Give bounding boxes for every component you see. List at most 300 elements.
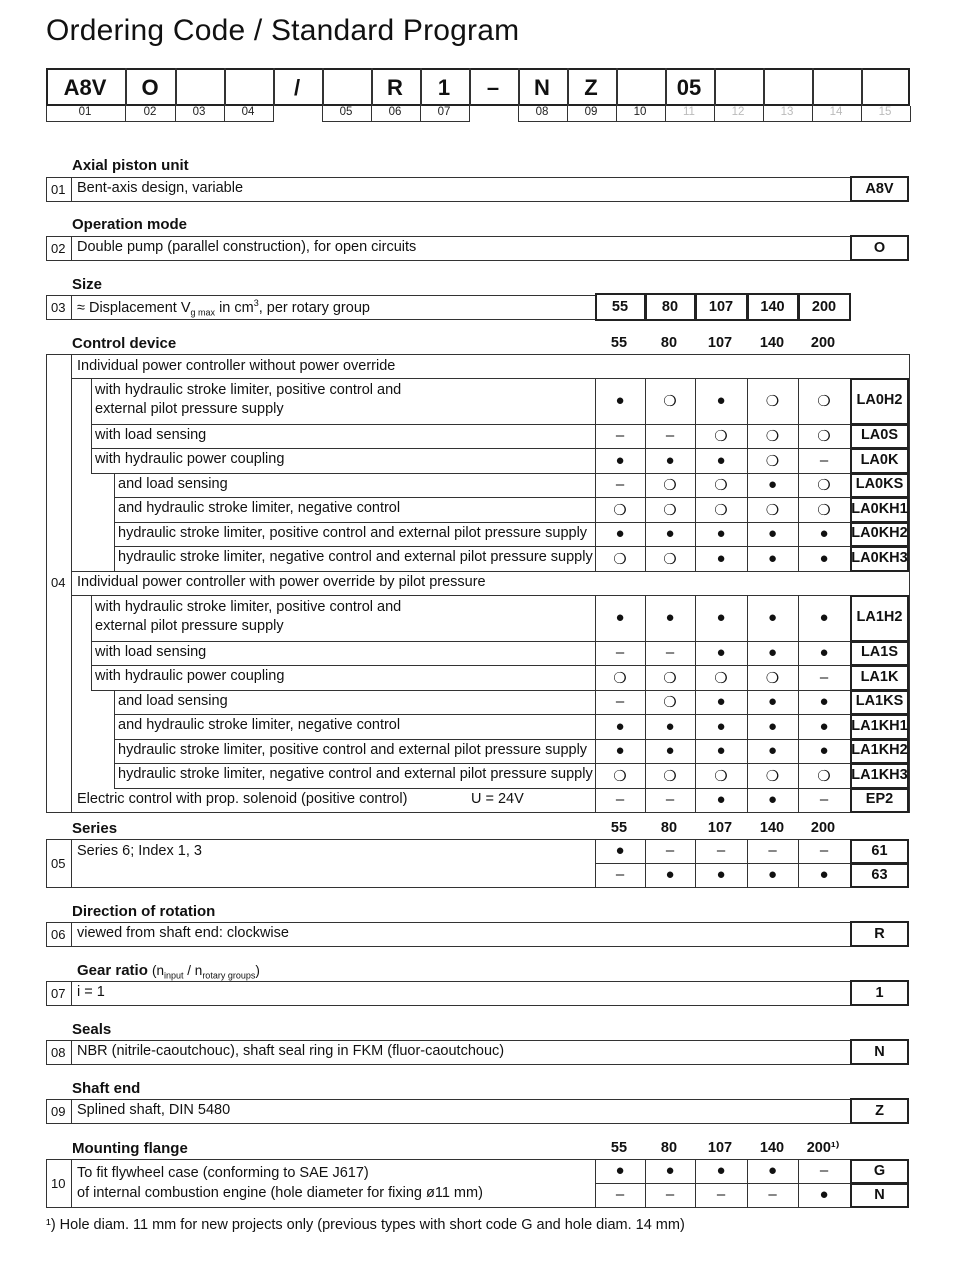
gear-ratio-title: Gear ratio (77, 962, 148, 979)
shaft-end-title: Shaft end (72, 1080, 141, 1097)
available-standard-icon: ● (716, 791, 726, 808)
control-option-label: Electric control with prop. solenoid (positive control) (77, 791, 408, 807)
number-row-divider (616, 106, 617, 122)
ordering-code-position-number: 06 (388, 106, 402, 118)
control-code: LA0KH1 (851, 500, 908, 517)
mounting-top (46, 1159, 596, 1160)
control-code: LA0KS (855, 476, 904, 492)
available-standard-icon: ● (716, 644, 726, 661)
not-available-dash: – (615, 693, 625, 710)
size-number: 03 (51, 300, 66, 315)
control-option-label: hydraulic stroke limiter, positive control and external pilot pressure supply (118, 742, 588, 758)
control-left (46, 354, 47, 812)
available-standard-icon: ● (767, 1162, 778, 1179)
available-standard-icon: ● (767, 609, 778, 626)
indent-line (91, 641, 92, 665)
ordering-code-cell (763, 70, 811, 106)
number-row-divider (125, 106, 126, 122)
available-standard-icon: ● (665, 609, 675, 626)
available-on-request-icon: ❍ (613, 501, 627, 519)
not-available-dash: – (819, 1162, 829, 1179)
available-standard-icon: ● (665, 1162, 675, 1179)
ordering-code-position-number: 13 (780, 106, 794, 118)
control-option-label: and hydraulic stroke limiter, negative control (118, 500, 401, 516)
size-title: Size (72, 276, 103, 293)
control-code: EP2 (865, 791, 894, 807)
gear-ratio-code: 1 (875, 985, 884, 1001)
not-available-dash: – (819, 842, 829, 859)
control-option-label: with load sensing (95, 427, 207, 443)
ordering-code-cell: 1 (437, 75, 451, 100)
ordering-code-cell (175, 70, 223, 106)
size-value: 80 (661, 299, 679, 315)
row-underline (114, 788, 595, 789)
gear-ratio-row-bottom (46, 1005, 850, 1006)
ordering-code-position-number: 01 (78, 106, 92, 118)
row-underline (91, 448, 595, 449)
direction-of-rotation-row-bottom (46, 946, 850, 947)
gear-ratio-left (46, 981, 47, 1006)
available-on-request-icon: ❍ (613, 767, 627, 785)
ordering-code-position-number: 14 (829, 106, 843, 118)
mounting-left (46, 1159, 47, 1208)
ordering-code-position-number: 03 (192, 106, 206, 118)
available-on-request-icon: ❍ (714, 501, 728, 519)
available-on-request-icon: ❍ (817, 428, 831, 445)
available-standard-icon: ● (767, 717, 778, 735)
available-standard-icon: ● (716, 866, 726, 883)
size-header: 80 (660, 1140, 678, 1156)
not-available-dash: – (716, 1186, 726, 1203)
size-header: 80 (660, 820, 678, 836)
available-on-request-icon: ❍ (765, 669, 780, 687)
axial-piston-unit-title: Axial piston unit (72, 157, 189, 174)
available-standard-icon: ● (716, 451, 726, 469)
row-underline (114, 763, 595, 764)
row-underline (91, 641, 595, 642)
size-header: 107 (707, 1140, 733, 1156)
subscript: rotary groups (202, 970, 256, 981)
not-available-dash: – (768, 842, 777, 859)
seals-description: NBR (nitrile-caoutchouc), shaft seal ring in FKM (fluor-caoutchouc) (77, 1043, 505, 1059)
row-underline (91, 665, 595, 666)
ordering-code-position-number: 05 (339, 106, 353, 118)
size-row-top (46, 295, 596, 296)
available-on-request-icon: ❍ (714, 669, 728, 687)
number-row-divider (518, 106, 519, 122)
available-on-request-icon: ❍ (714, 767, 728, 785)
mounting-code: G (873, 1163, 886, 1179)
number-row-divider (273, 106, 274, 122)
series-code: 61 (871, 843, 888, 859)
control-group-title: Individual power controller with power override by pilot pressure (77, 574, 486, 590)
page-title: Ordering Code / Standard Program (46, 14, 520, 47)
seals-number: 08 (51, 1045, 66, 1060)
available-on-request-icon: ❍ (663, 767, 677, 785)
available-standard-icon: ● (767, 644, 778, 661)
indent-line (91, 448, 92, 473)
direction-of-rotation-num-divider (71, 922, 72, 947)
axial-piston-unit-row-top (46, 177, 850, 178)
operation-mode-description: Double pump (parallel construction), for open circuits (77, 239, 417, 255)
ordering-code-cell: A8V (63, 75, 107, 100)
operation-mode-code: O (873, 240, 886, 256)
series-number: 05 (51, 856, 66, 871)
ordering-code-divider (861, 68, 863, 106)
available-standard-icon: ● (615, 742, 625, 759)
available-on-request-icon: ❍ (714, 428, 728, 445)
available-on-request-icon: ❍ (817, 477, 831, 494)
voltage-label: U = 24V (471, 791, 524, 807)
indent-line (114, 714, 115, 739)
operation-mode-num-divider (71, 236, 72, 261)
control-option-label: with load sensing (95, 644, 207, 660)
control-code: LA0KH3 (851, 549, 908, 566)
indent-line (91, 595, 92, 641)
control-option-label: with hydraulic stroke limiter, positive control and (95, 599, 402, 615)
available-standard-icon: ● (665, 525, 675, 542)
seals-code: N (874, 1044, 885, 1060)
mounting-description: To fit flywheel case (conforming to SAE J617) (77, 1165, 369, 1181)
available-on-request-icon: ❍ (663, 393, 677, 410)
ordering-code-position-number: 08 (535, 106, 549, 118)
indent-line (114, 473, 115, 497)
ordering-code-cell: N (534, 75, 550, 100)
gear-ratio-description: i = 1 (77, 984, 105, 1000)
direction-of-rotation-code: R (874, 926, 885, 942)
axial-piston-unit-description: Bent-axis design, variable (77, 180, 244, 196)
control-code: LA0H2 (856, 392, 903, 408)
control-code: LA1KH2 (851, 742, 908, 758)
gear-ratio-formula: $(n_{input} / n_{rotary groups})$ (152, 963, 260, 981)
indent-line (91, 378, 92, 424)
size-description: ≈ Displacement $V_{g max}$ in $cm^3$, per rotary group (77, 298, 370, 318)
size-value: 55 (611, 299, 629, 315)
number-row-divider (567, 106, 568, 122)
axial-piston-unit-number: 01 (51, 182, 66, 197)
ordering-code-cell: Z (584, 75, 598, 100)
available-on-request-icon: ❍ (613, 669, 627, 687)
number-row-divider (763, 106, 764, 122)
operation-mode-number: 02 (51, 241, 66, 256)
available-standard-icon: ● (767, 791, 778, 808)
ordering-code-cell (812, 70, 860, 106)
available-on-request-icon: ❍ (765, 767, 780, 785)
superscript: 3 (253, 298, 259, 308)
size-header: 55 (610, 1140, 628, 1156)
ordering-code-position-number: 07 (437, 106, 451, 118)
footnote: ¹) Hole diam. 11 mm for new projects only (previous types with short code G and hole diam. 14 mm) (46, 1217, 685, 1233)
seals-row-top (46, 1040, 850, 1041)
available-standard-icon: ● (665, 742, 675, 759)
available-standard-icon: ● (615, 1162, 625, 1179)
direction-of-rotation-title: Direction of rotation (72, 903, 216, 920)
not-available-dash: – (819, 668, 829, 686)
control-option-label: with hydraulic power coupling (95, 451, 285, 467)
axial-piston-unit-row-bottom (46, 201, 850, 202)
not-available-dash: – (665, 1186, 675, 1203)
number-row-divider (469, 106, 470, 122)
number-row-divider (665, 106, 666, 122)
ordering-code-position-number: 15 (878, 106, 892, 118)
available-standard-icon: ● (716, 742, 726, 759)
series-num-divider (71, 839, 72, 888)
available-on-request-icon: ❍ (663, 669, 677, 687)
direction-of-rotation-row-top (46, 922, 850, 923)
indent-line (114, 497, 115, 522)
indent-line (91, 665, 92, 690)
ordering-code-position-number: 09 (584, 106, 598, 118)
available-standard-icon: ● (819, 742, 829, 759)
number-row-divider (420, 106, 421, 122)
number-row-line (322, 121, 469, 122)
available-standard-icon: ● (819, 644, 829, 661)
size-header: 80 (660, 335, 678, 351)
control-code: LA1KH1 (851, 717, 908, 734)
number-row-divider (175, 106, 176, 122)
available-standard-icon: ● (819, 866, 829, 883)
direction-of-rotation-left (46, 922, 47, 947)
not-available-dash: – (768, 1186, 777, 1203)
available-standard-icon: ● (767, 549, 778, 567)
control-option-label: and load sensing (118, 476, 228, 492)
series-code: 63 (871, 867, 888, 883)
direction-of-rotation-number: 06 (51, 927, 66, 942)
indent-line (114, 690, 115, 714)
ordering-code-position-number: 12 (731, 106, 745, 118)
available-standard-icon: ● (665, 866, 675, 883)
gear-ratio-number: 07 (51, 986, 66, 1001)
control-option-label: with hydraulic stroke limiter, positive control and (95, 382, 402, 398)
seals-left (46, 1040, 47, 1065)
shaft-end-code: Z (875, 1103, 884, 1119)
number-row-line (46, 121, 274, 122)
available-standard-icon: ● (819, 693, 829, 710)
indent-line (114, 763, 115, 788)
available-standard-icon: ● (615, 717, 625, 735)
mounting-num-divider (71, 1159, 72, 1208)
size-header: 200 (810, 335, 836, 351)
available-on-request-icon: ❍ (817, 393, 831, 410)
size-value: 107 (708, 299, 734, 315)
control-top (46, 354, 909, 355)
subscript: input (164, 970, 184, 981)
available-on-request-icon: ❍ (663, 477, 677, 494)
ordering-code-position-number: 10 (633, 106, 647, 118)
row-underline (114, 571, 595, 572)
mounting-code: N (874, 1187, 885, 1203)
shaft-end-description: Splined shaft, DIN 5480 (77, 1102, 231, 1118)
mounting-bottom (46, 1207, 596, 1208)
size-row-bottom (46, 319, 596, 320)
available-on-request-icon: ❍ (613, 550, 627, 568)
shaft-end-num-divider (71, 1099, 72, 1124)
size-header: 140 (759, 1140, 785, 1156)
axial-piston-unit-num-divider (71, 177, 72, 202)
row-underline (91, 690, 595, 691)
control-code: LA1H2 (856, 609, 903, 625)
available-on-request-icon: ❍ (765, 393, 780, 410)
available-standard-icon: ● (716, 549, 726, 567)
seals-title: Seals (72, 1021, 112, 1038)
axial-piston-unit-left (46, 177, 47, 202)
row-underline (114, 546, 595, 547)
control-code: LA1KH3 (851, 766, 908, 783)
available-standard-icon: ● (716, 525, 726, 542)
row-underline (91, 473, 595, 474)
subscript: g max (190, 307, 216, 318)
control-option-label: and hydraulic stroke limiter, negative control (118, 717, 401, 733)
shaft-end-row-bottom (46, 1123, 850, 1124)
series-top (46, 839, 596, 840)
size-num-divider (71, 295, 72, 320)
ordering-code-cell (714, 70, 762, 106)
control-option-label: external pilot pressure supply (95, 401, 284, 417)
operation-mode-row-top (46, 236, 850, 237)
available-standard-icon: ● (819, 609, 829, 626)
ordering-code-cell: / (293, 75, 301, 100)
available-on-request-icon: ❍ (663, 550, 677, 568)
ordering-code-cell: O (141, 75, 159, 100)
control-code: LA0K (860, 451, 899, 468)
size-header: 107 (707, 335, 733, 351)
available-standard-icon: ● (716, 609, 726, 626)
direction-of-rotation-description: viewed from shaft end: clockwise (77, 925, 289, 941)
available-standard-icon: ● (615, 842, 625, 859)
available-standard-icon: ● (716, 392, 726, 409)
available-standard-icon: ● (767, 866, 778, 883)
size-value: 140 (760, 299, 785, 315)
size-header: 200¹⁾ (806, 1140, 840, 1156)
available-standard-icon: ● (665, 717, 675, 735)
available-standard-icon: ● (615, 451, 625, 469)
row-underline (73, 812, 595, 813)
not-available-dash: – (615, 476, 625, 493)
control-option-label: hydraulic stroke limiter, positive control and external pilot pressure supply (118, 525, 588, 541)
not-available-dash: – (819, 791, 829, 808)
row-underline (114, 522, 595, 523)
operation-mode-title: Operation mode (72, 216, 188, 233)
control-code: LA0S (860, 427, 899, 443)
axial-piston-unit-code: A8V (865, 181, 894, 197)
ordering-code-position-number: 11 (683, 106, 695, 118)
available-on-request-icon: ❍ (817, 501, 831, 519)
control-option-label: hydraulic stroke limiter, negative control and external pilot pressure supply (118, 549, 593, 565)
row-underline (91, 424, 595, 425)
indent-line (114, 522, 115, 546)
number-row-divider (322, 106, 323, 122)
seals-row-bottom (46, 1064, 850, 1065)
available-standard-icon: ● (767, 476, 778, 493)
control-code: LA1K (860, 668, 899, 685)
mounting-description: of internal combustion engine (hole diameter for fixing ø11 mm) (77, 1185, 483, 1201)
row-underline (114, 497, 595, 498)
available-standard-icon: ● (716, 1162, 726, 1179)
ordering-code-cell: R (387, 75, 403, 100)
number-row-divider (861, 106, 862, 122)
control-option-label: external pilot pressure supply (95, 618, 284, 634)
ordering-code-cell: – (486, 75, 500, 100)
available-standard-icon: ● (767, 742, 778, 759)
ordering-code-cell (224, 70, 272, 106)
ordering-code-cell: 05 (676, 75, 702, 100)
gear-ratio-num-divider (71, 981, 72, 1006)
control-code: LA1S (860, 644, 899, 660)
control-code: LA1KS (855, 693, 904, 709)
available-standard-icon: ● (615, 609, 625, 626)
not-available-dash: – (615, 866, 625, 883)
size-header: 107 (707, 820, 733, 836)
available-standard-icon: ● (615, 392, 625, 409)
available-standard-icon: ● (819, 1186, 829, 1203)
available-standard-icon: ● (615, 525, 625, 542)
row-underline (114, 739, 595, 740)
size-header: 140 (759, 335, 785, 351)
operation-mode-row-bottom (46, 260, 850, 261)
series-left (46, 839, 47, 888)
available-on-request-icon: ❍ (765, 428, 780, 445)
available-standard-icon: ● (716, 693, 726, 710)
size-header: 55 (610, 335, 628, 351)
number-row-divider (224, 106, 225, 122)
not-available-dash: – (615, 644, 625, 661)
series-title: Series (72, 820, 118, 837)
ordering-code-position-number: 02 (143, 106, 157, 118)
mounting-number: 10 (51, 1176, 66, 1191)
available-on-request-icon: ❍ (765, 501, 780, 519)
available-standard-icon: ● (819, 525, 829, 542)
not-available-dash: – (615, 1186, 625, 1203)
not-available-dash: – (665, 842, 675, 859)
available-on-request-icon: ❍ (714, 477, 728, 494)
not-available-dash: – (665, 791, 675, 808)
indent-line (114, 546, 115, 571)
number-row-divider (910, 106, 911, 122)
available-on-request-icon: ❍ (817, 767, 831, 785)
series-bottom (46, 887, 596, 888)
number-row-divider (46, 106, 47, 122)
control-group-title: Individual power controller without power override (77, 358, 396, 374)
shaft-end-number: 09 (51, 1104, 66, 1119)
number-row-divider (371, 106, 372, 122)
available-standard-icon: ● (716, 717, 726, 735)
mounting-flange-title: Mounting flange (72, 1140, 188, 1157)
number-row-divider (714, 106, 715, 122)
control-num-divider (71, 354, 72, 812)
size-left (46, 295, 47, 320)
available-on-request-icon: ❍ (663, 694, 677, 711)
control-option-label: and load sensing (118, 693, 228, 709)
ordering-code-cell (322, 70, 370, 106)
control-option-label: hydraulic stroke limiter, negative control and external pilot pressure supply (118, 766, 593, 782)
size-header: 200 (810, 820, 836, 836)
available-on-request-icon: ❍ (765, 452, 780, 470)
shaft-end-left (46, 1099, 47, 1124)
available-standard-icon: ● (665, 451, 675, 469)
control-code: LA0KH2 (851, 525, 908, 541)
number-row-divider (812, 106, 813, 122)
size-value: 200 (811, 299, 837, 315)
series-description: Series 6; Index 1, 3 (77, 843, 202, 859)
available-on-request-icon: ❍ (663, 501, 677, 519)
operation-mode-left (46, 236, 47, 261)
ordering-code-position-number: 04 (241, 106, 255, 118)
available-standard-icon: ● (819, 549, 829, 567)
not-available-dash: – (615, 791, 625, 808)
seals-num-divider (71, 1040, 72, 1065)
available-standard-icon: ● (767, 693, 778, 710)
row-underline (114, 714, 595, 715)
